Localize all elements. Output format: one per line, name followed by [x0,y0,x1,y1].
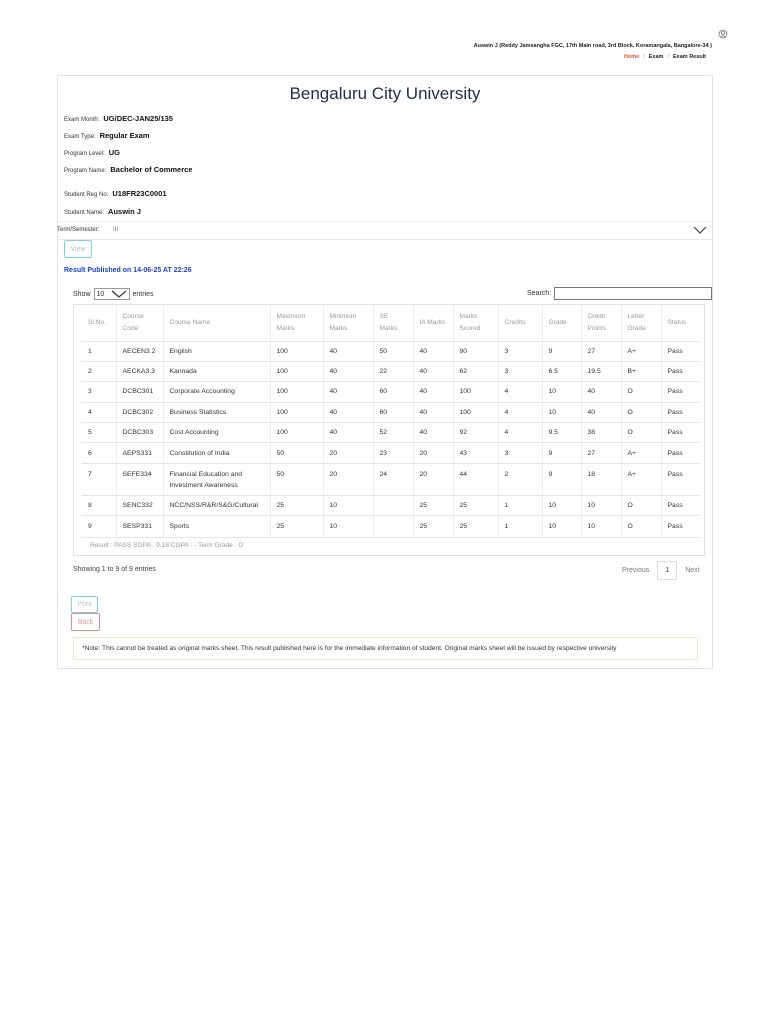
cell-status: Pass [661,463,700,495]
cell-credit-points: 10 [581,516,621,536]
student-name-label: Student Name: [64,210,105,216]
cell-se-marks: 22 [373,361,413,381]
cell-grade: 9 [542,443,581,463]
cell-course-code: AEPS331 [116,443,163,463]
chevron-down-icon [111,290,127,298]
cell-sl-no: 1 [82,341,116,361]
user-info: Auswin J (Reddy Jamsangha FGC, 17th Main road, 3rd Block, Koramangala, Bangalore-34 ) [473,43,712,49]
cell-course-code: AECKA3.3 [116,361,163,381]
cell-status: Pass [661,423,700,443]
reg-no-value: U18FR23C0001 [112,189,167,198]
result-summary: Result : PASS SGPA : 9.18 CGPA : - Term Grade : O [90,542,244,549]
cell-sl-no: 8 [82,495,116,515]
cell-ia-marks: 25 [413,495,453,515]
cell-sl-no: 2 [82,361,116,381]
program-level-row [64,148,120,157]
cell-se-marks: 50 [373,341,413,361]
cell-letter-grade: O [621,495,661,515]
breadcrumb-separator: / [643,54,645,60]
user-icon[interactable] [718,29,728,39]
cell-grade: 9.5 [542,423,581,443]
cell-sl-no: 3 [82,382,116,402]
cell-status: Pass [661,341,700,361]
cell-credits: 2 [498,463,542,495]
cell-course-code: DCBC302 [116,402,163,422]
cell-sl-no: 6 [82,443,116,463]
cell-ia-marks: 25 [413,516,453,536]
col-ia-marks[interactable]: IA Marks [413,305,453,341]
col-sl-no[interactable]: Sl.No. [82,305,116,341]
cell-course-name: Cost Accounting [163,423,270,443]
cell-min-marks: 40 [323,402,373,422]
note-box [73,637,698,660]
cell-se-marks: 60 [373,382,413,402]
cell-ia-marks: 40 [413,361,453,381]
show-label: Show [73,290,91,298]
breadcrumb-exam-result: Exam Result [672,54,706,60]
cell-course-name: English [163,341,270,361]
cell-max-marks: 100 [270,423,323,443]
cell-max-marks: 100 [270,382,323,402]
cell-max-marks: 50 [270,463,323,495]
term-select[interactable] [57,221,713,240]
cell-sl-no: 7 [82,463,116,495]
cell-letter-grade: A+ [621,463,661,495]
cell-course-name: Kannada [163,361,270,381]
cell-course-name: Business Statistics [163,402,270,422]
exam-type-label: Exam Type: [64,134,96,140]
col-min-marks[interactable]: Minimum Marks [323,305,373,341]
table-row [82,382,700,402]
term-label: Term/Semester: [57,227,100,233]
cell-course-code: SESP331 [116,516,163,536]
cell-min-marks: 20 [323,443,373,463]
cell-credit-points: 18 [581,463,621,495]
cell-status: Pass [661,495,700,515]
cell-marks-scored: 25 [453,495,498,515]
cell-credits: 1 [498,516,542,536]
cell-marks-scored: 44 [453,463,498,495]
cell-marks-scored: 100 [453,402,498,422]
cell-credit-points: 10 [581,495,621,515]
col-marks-scored[interactable]: Marks Scored [453,305,498,341]
cell-credits: 3 [498,443,542,463]
show-entries [73,288,154,300]
cell-se-marks: 24 [373,463,413,495]
col-credit-points[interactable]: Credit Points [581,305,621,341]
cell-marks-scored: 100 [453,382,498,402]
cell-marks-scored: 43 [453,443,498,463]
table-row [82,516,700,536]
breadcrumb-separator: / [667,54,669,60]
cell-credit-points: 38 [581,423,621,443]
program-level-label: Program Level: [64,151,105,157]
cell-grade: 9 [542,463,581,495]
exam-month-label: Exam Month: [64,117,100,123]
student-name-row [64,207,141,216]
cell-grade: 6.5 [542,361,581,381]
col-credits[interactable]: Credits [498,305,542,341]
cell-ia-marks: 40 [413,341,453,361]
published-notice: Result Published on 14-06-25 AT 22:26 [64,267,192,274]
table-header-row [82,305,700,341]
cell-status: Pass [661,361,700,381]
cell-credit-points: 40 [581,402,621,422]
cell-course-code: AECEN3.2 [116,341,163,361]
cell-course-name: Sports [163,516,270,536]
search [527,287,712,300]
page-size-value: 10 [96,290,105,298]
page-1-button[interactable]: 1 [657,561,677,580]
table-row [82,341,700,361]
table-row [82,423,700,443]
cell-min-marks: 40 [323,361,373,381]
table-row [82,402,700,422]
cell-max-marks: 50 [270,443,323,463]
cell-se-marks [373,516,413,536]
cell-credit-points: 27 [581,443,621,463]
chevron-down-icon[interactable] [693,225,707,235]
student-name-value: Auswin J [108,207,141,216]
program-level-value: UG [108,148,120,157]
cell-marks-scored: 92 [453,423,498,443]
cell-ia-marks: 40 [413,423,453,443]
breadcrumb-home[interactable]: Home [623,54,640,60]
cell-sl-no: 5 [82,423,116,443]
results-table [82,305,700,536]
cell-status: Pass [661,516,700,536]
cell-ia-marks: 20 [413,463,453,495]
cell-max-marks: 25 [270,495,323,515]
cell-course-name: Constitution of India [163,443,270,463]
cell-grade: 10 [542,495,581,515]
cell-max-marks: 100 [270,402,323,422]
results-table-container [73,304,705,556]
cell-status: Pass [661,443,700,463]
cell-letter-grade: A+ [621,341,661,361]
print-button[interactable]: Print [71,596,98,613]
cell-course-code: SEFE334 [116,463,163,495]
term-value: III [113,227,119,233]
cell-course-code: SENC332 [116,495,163,515]
col-course-name[interactable]: Course Name [163,305,270,341]
cell-letter-grade: O [621,423,661,443]
cell-status: Pass [661,402,700,422]
cell-min-marks: 40 [323,341,373,361]
cell-status: Pass [661,382,700,402]
cell-credits: 4 [498,402,542,422]
program-name-value: Bachelor of Commerce [110,165,193,174]
cell-min-marks: 40 [323,382,373,402]
cell-course-name: Corporate Accounting [163,382,270,402]
breadcrumb-exam[interactable]: Exam [648,54,664,60]
cell-credits: 3 [498,361,542,381]
table-row [82,361,700,381]
exam-type-value: Regular Exam [99,131,150,140]
disclaimer-note: *Note: This cannot be treated as original marks sheet. This result published here is for the immediate information of student. Original marks sheet will be issued by respective university [82,645,617,652]
cell-max-marks: 100 [270,341,323,361]
col-status[interactable]: Status [667,318,687,326]
col-se-marks[interactable]: SE Marks [373,305,413,341]
col-max-marks[interactable]: Maximum Marks [270,305,323,341]
cell-se-marks [373,495,413,515]
exam-month-row [64,114,173,123]
cell-letter-grade: A+ [621,443,661,463]
table-row [82,443,700,463]
cell-max-marks: 100 [270,361,323,381]
showing-entries-info: Showing 1 to 9 of 9 entries [73,566,156,573]
cell-course-name: NCC/NSS/R&R/S&G/Cultural [163,495,270,515]
cell-min-marks: 10 [323,516,373,536]
cell-credit-points: 19.5 [581,361,621,381]
cell-letter-grade: B+ [621,361,661,381]
back-button[interactable]: Back [71,613,100,631]
col-letter-grade[interactable]: Letter Grade [621,305,661,341]
divider [82,537,700,538]
next-button[interactable]: Next [685,567,700,574]
program-name-row [64,165,192,174]
cell-grade: 9 [542,341,581,361]
top-bar [0,0,768,72]
cell-se-marks: 23 [373,443,413,463]
cell-grade: 10 [542,516,581,536]
cell-course-code: DCBC301 [116,382,163,402]
cell-letter-grade: O [621,382,661,402]
col-grade[interactable]: Grade [542,305,581,341]
cell-min-marks: 20 [323,463,373,495]
page-title: Bengaluru City University [289,84,481,103]
cell-credit-points: 27 [581,341,621,361]
cell-course-name: Financial Education and Investment Awareness [163,463,270,495]
pagination [622,561,700,580]
cell-grade: 10 [542,402,581,422]
cell-letter-grade: O [621,516,661,536]
cell-credits: 4 [498,423,542,443]
cell-credit-points: 40 [581,382,621,402]
breadcrumb [624,54,706,60]
cell-credits: 4 [498,382,542,402]
reg-no-label: Student Reg No: [64,192,109,198]
cell-ia-marks: 20 [413,443,453,463]
page-size-select[interactable] [94,288,130,300]
cell-course-code: DCBC303 [116,423,163,443]
program-name-label: Program Name: [64,168,107,174]
cell-sl-no: 4 [82,402,116,422]
search-label: Search: [527,290,552,297]
col-course-code[interactable]: Course Code [116,305,163,341]
previous-button[interactable]: Previous [622,567,650,574]
search-input[interactable] [554,287,712,300]
cell-letter-grade: O [621,402,661,422]
cell-marks-scored: 25 [453,516,498,536]
cell-sl-no: 9 [82,516,116,536]
cell-se-marks: 60 [373,402,413,422]
cell-grade: 10 [542,382,581,402]
cell-ia-marks: 40 [413,382,453,402]
exam-type-row [64,131,150,140]
cell-credits: 3 [498,341,542,361]
cell-se-marks: 52 [373,423,413,443]
cell-marks-scored: 90 [453,341,498,361]
cell-credits: 1 [498,495,542,515]
entries-label: entries [132,290,154,298]
cell-min-marks: 10 [323,495,373,515]
reg-no-row [64,189,167,198]
exam-month-value: UG/DEC-JAN25/135 [103,114,173,123]
cell-max-marks: 25 [270,516,323,536]
table-row [82,495,700,515]
table-row [82,463,700,495]
view-button[interactable]: View [64,240,92,258]
cell-marks-scored: 62 [453,361,498,381]
cell-ia-marks: 40 [413,402,453,422]
cell-min-marks: 40 [323,423,373,443]
